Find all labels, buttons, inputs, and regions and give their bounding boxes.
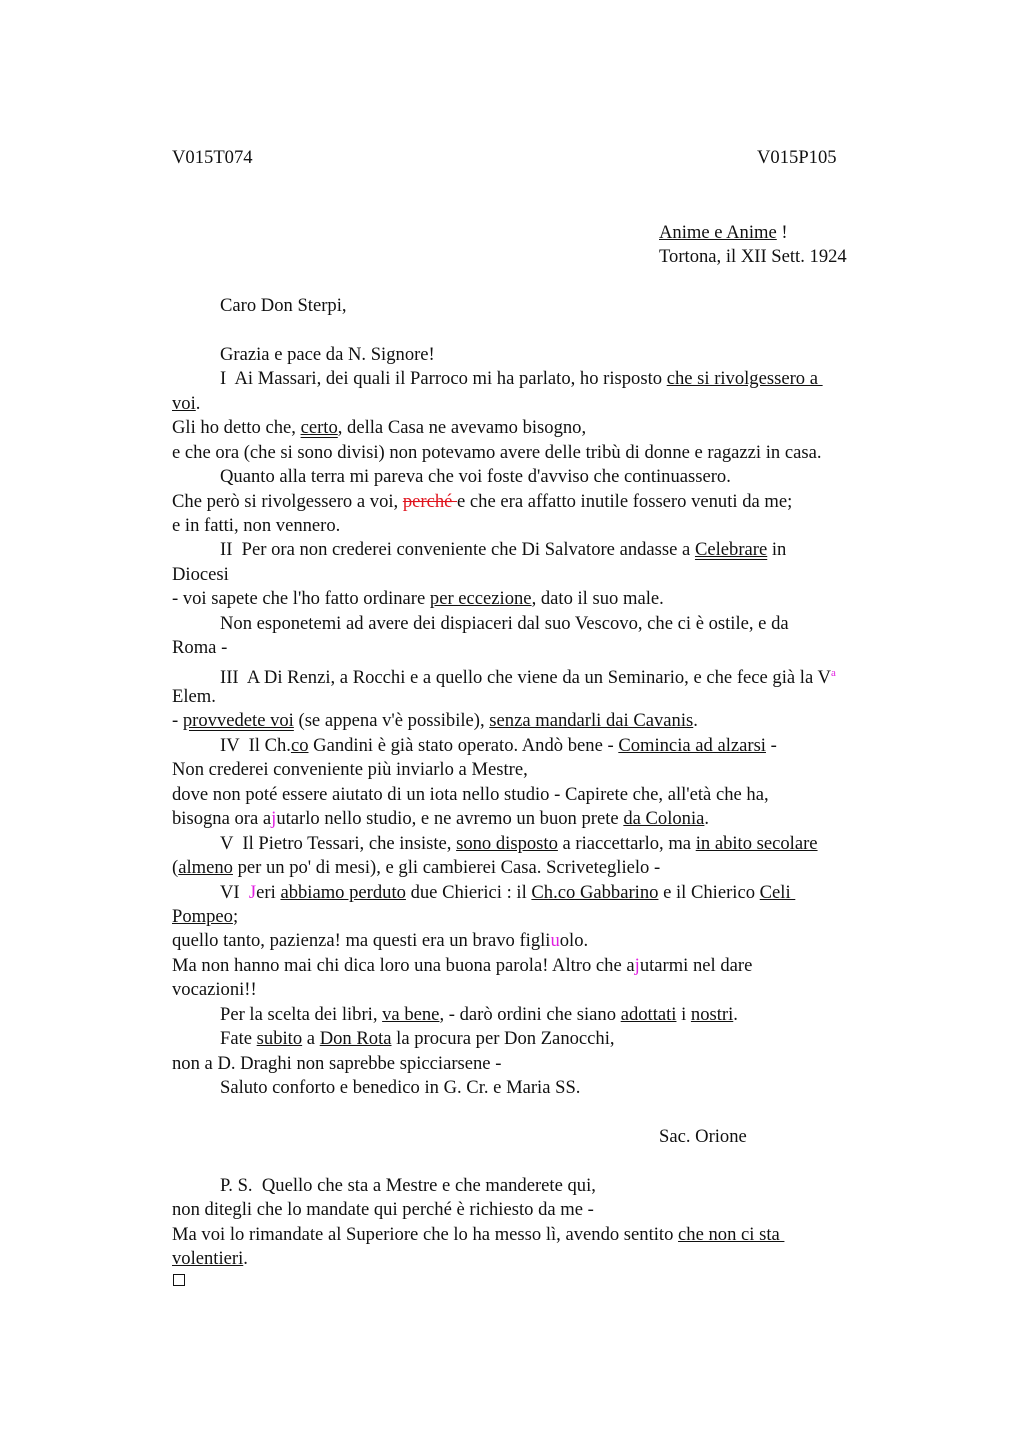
text-line: Non crederei conveniente più inviarlo a Mestre, <box>172 759 528 780</box>
text-line: I Ai Massari, dei quali il Parroco mi ha parlato, ho risposto che si rivolgessero a <box>220 368 823 389</box>
superscript: a <box>830 667 836 679</box>
text-line: Ma non hanno mai chi dica loro una buona parola! Altro che ajutarmi nel dare <box>172 955 753 976</box>
salutation: Caro Don Sterpi, <box>220 295 347 316</box>
text-line: Roma - <box>172 637 228 658</box>
postscript-line: Ma voi lo rimandate al Superiore che lo ha messo lì, avendo sentito che non ci sta <box>172 1224 785 1245</box>
text-line: e in fatti, non vennero. <box>172 515 341 536</box>
text-line: Diocesi <box>172 564 229 585</box>
postscript-line: non ditegli che lo mandate qui perché è richiesto da me - <box>172 1199 594 1220</box>
text-line: Elem. <box>172 686 216 707</box>
text-line: Non esponetemi ad avere dei dispiaceri dal suo Vescovo, che ci è ostile, e da <box>220 613 789 634</box>
text-line: III A Di Renzi, a Rocchi e a quello che viene da un Seminario, e che fece già la $V^a$ <box>220 667 836 688</box>
postscript-line: volentieri. <box>172 1248 248 1269</box>
text-line: Fate subito a Don Rota la procura per Don Zanocchi, <box>220 1028 615 1049</box>
text-line: - provvedete voi (se appena v'è possibile), senza mandarli dai Cavanis. <box>172 710 698 731</box>
text-line: Quanto alla terra mi pareva che voi foste d'avviso che continuassero. <box>220 466 731 487</box>
text-line: IV Il Ch.co Gandini è già stato operato. Andò bene - Comincia ad alzarsi - <box>220 735 777 756</box>
text-line: Pompeo; <box>172 906 239 927</box>
document-code-right: V015P105 <box>757 147 837 168</box>
text-line: bisogna ora ajutarlo nello studio, e ne avremo un buon prete da Colonia. <box>172 808 710 829</box>
text-line: Per la scelta dei libri, va bene, - darò ordini che siano adottati i nostri. <box>220 1004 738 1025</box>
signature: Sac. Orione <box>659 1126 747 1147</box>
text-line: dove non poté essere aiutato di un iota nello studio - Capirete che, all'età che ha, <box>172 784 769 805</box>
text-line: Gli ho detto che, certo, della Casa ne avevamo bisogno, <box>172 417 587 438</box>
text-line: II Per ora non crederei conveniente che Di Salvatore andasse a Celebrare in <box>220 539 787 560</box>
end-marker-box <box>173 1274 185 1286</box>
text-line: VI Jeri abbiamo perduto due Chierici : il Ch.co Gabbarino e il Chierico Celi <box>220 882 796 903</box>
text-line: - voi sapete che l'ho fatto ordinare per eccezione, dato il suo male. <box>172 588 664 609</box>
text-line: non a D. Draghi non saprebbe spicciarsene - <box>172 1053 502 1074</box>
text-line: vocazioni!! <box>172 979 257 1000</box>
text-line: V Il Pietro Tessari, che insiste, sono disposto a riaccettarlo, ma in abito secolare <box>220 833 818 854</box>
motto: Anime e Anime <box>659 222 777 243</box>
deleted-word: perché <box>402 491 458 512</box>
text-line: voi. <box>172 393 201 414</box>
text-line: Che però si rivolgessero a voi, perché e che era affatto inutile fossero venuti da me; <box>172 491 793 512</box>
text-line: quello tanto, pazienza! ma questi era un bravo figliuolo. <box>172 930 589 951</box>
postscript-line: P. S. Quello che sta a Mestre e che manderete qui, <box>220 1175 596 1196</box>
document-code-left: V015T074 <box>172 147 253 168</box>
greeting: Grazia e pace da N. Signore! <box>220 344 435 365</box>
text-line: (almeno per un po' di mesi), e gli cambierei Casa. Scriveteglielo - <box>172 857 661 878</box>
closing-line: Saluto conforto e benedico in G. Cr. e Maria SS. <box>220 1077 581 1098</box>
text-line: e che ora (che si sono divisi) non potevamo avere delle tribù di donne e ragazzi in casa. <box>172 442 822 463</box>
motto-line: Anime e Anime ! <box>659 222 788 243</box>
place-date: Tortona, il XII Sett. 1924 <box>659 246 847 267</box>
